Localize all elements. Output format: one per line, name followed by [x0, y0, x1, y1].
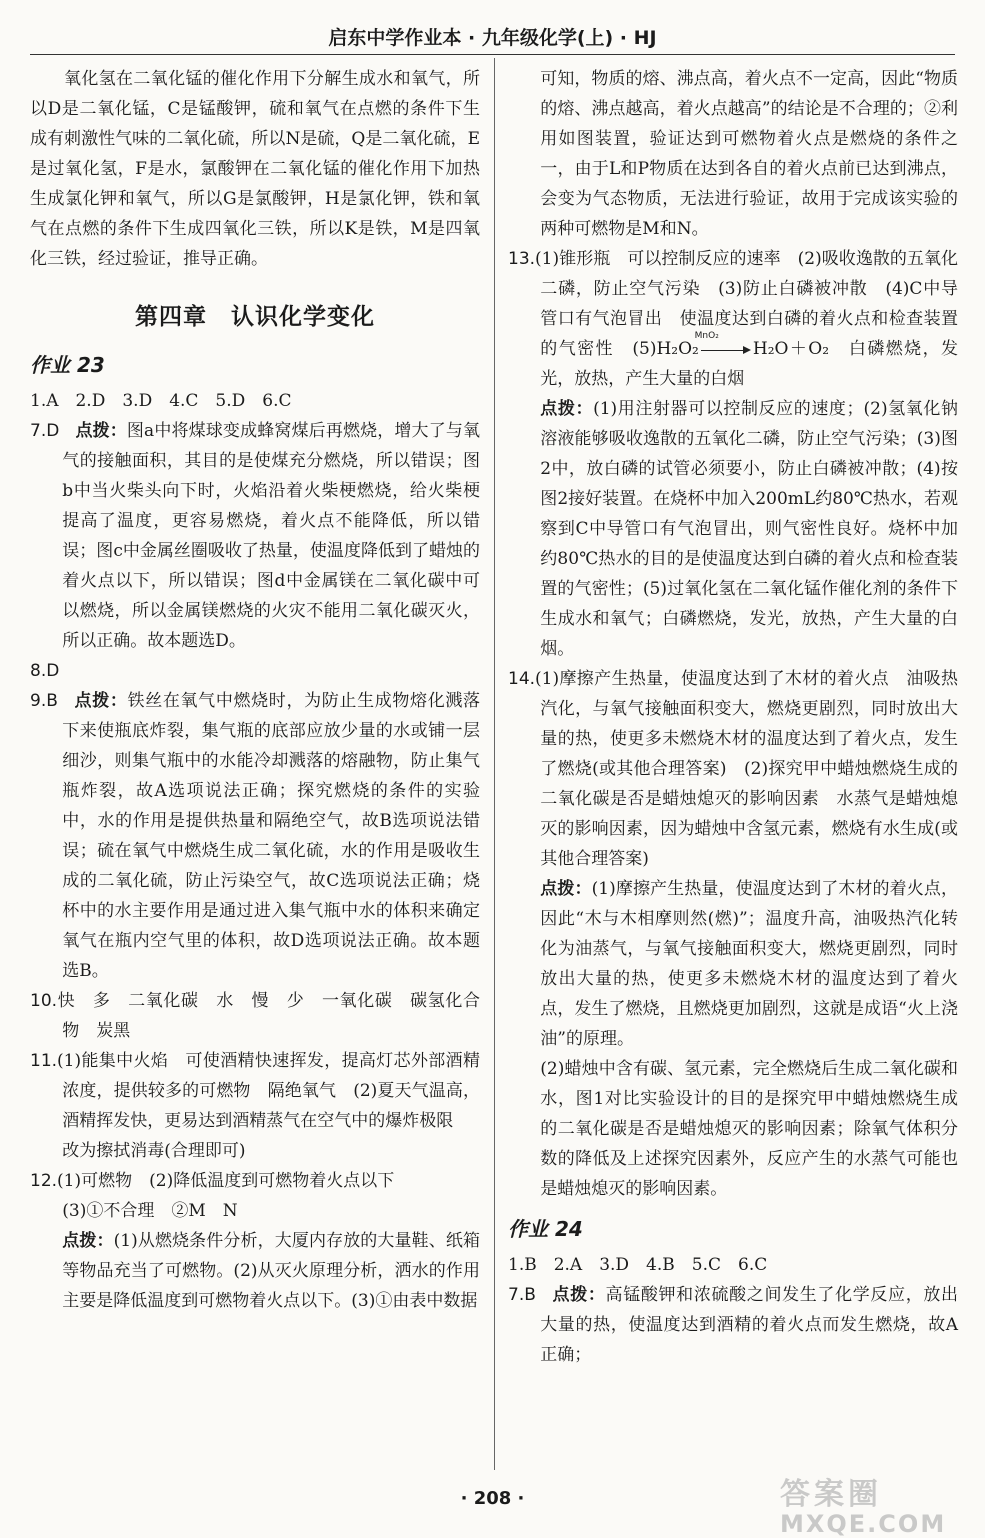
left-intro-paragraph: 氧化氢在二氧化锰的催化作用下分解生成水和氧气，所以D是二氧化锰，C是锰酸钾，硫和氧气在点燃的条件下生成有刺激性气味的二氧化硫，所以N是硫，Q是二氧化硫，E是过氧化氢，F是水，氯酸钾在二氧化锰的催化作用下加热生成氯化钾和氧气，所以G是氯酸钾，H是氯化钾，铁和氧气在点燃的条件下生成四氧化三铁，所以K是铁，M是四氧化三铁，经过验证，推导正确。	[30, 69, 480, 269]
hw23-q14	[508, 664, 958, 874]
hw24-q7-answer: 7.B	[508, 1285, 536, 1305]
q13-catalyst: MnO₂	[694, 330, 719, 341]
right-intro-paragraph: 可知，物质的熔、沸点高，着火点不一定高，因此“物质的熔、沸点越高，着火点越高”的结论是不合理的；②利用如图装置，验证达到可燃物着火点是燃烧的条件之一，由于L和P物质在达到各自的着火点前已达到沸点，会变为气态物质，无法进行验证，故用于完成该实验的两种可燃物是M和N。	[540, 69, 958, 239]
q14-note-1	[508, 874, 958, 1054]
hw24-answers-1-6: 1.B 2.A 3.D 4.B 5.C 6.C	[508, 1255, 768, 1275]
header-title: 启东中学作业本 · 九年级化学(上) · HJ	[328, 27, 657, 49]
q12-note	[30, 1226, 480, 1316]
q12-note-label: 点拨：	[62, 1231, 114, 1251]
q13-answer-b: 白磷燃烧，发光，放热，产生大量的白烟	[540, 339, 958, 389]
hw23-q9	[30, 686, 480, 986]
q13-note-label: 点拨：	[540, 399, 594, 419]
hw23-q13	[508, 244, 958, 394]
watermark-logo-text: 答案圈	[780, 1477, 882, 1512]
q13-note-text: (1)用注射器可以控制反应的速度；(2)氢氧化钠溶液能够吸收逸散的五氧化二磷，防止空气污染；(3)图2中，放白磷的试管必须要小，防止白磷被冲散；(4)按图2接好装置。在烧杯中加入200mL约80℃热水，若观察到C中导管口有气泡冒出，则气密性良好。烧杯中加约80℃热水的目的是使温度达到白磷的着火点和检查装置的气密性；(5)过氧化氢在二氧化锰作催化剂的条件下生成水和氧气；白磷燃烧，发光，放热，产生大量的白烟。	[540, 399, 958, 659]
hw23-answers-1-6: 1.A 2.D 3.D 4.C 5.D 6.C	[30, 391, 292, 411]
q13-label: 13.	[508, 249, 536, 269]
q11-label: 11.	[30, 1051, 58, 1071]
page-number: · 208 ·	[460, 1488, 525, 1509]
hw23-q11	[30, 1046, 480, 1136]
hw23-q7	[30, 416, 480, 656]
q10-label: 10.	[30, 991, 58, 1011]
homework-23-heading: 作业 23	[30, 353, 105, 377]
q8-answer: 8.D	[30, 661, 60, 681]
q12-answer-line2: (3)①不合理 ②M N	[62, 1201, 238, 1221]
chapter-title: 第四章 认识化学变化	[135, 304, 375, 330]
page-header	[30, 18, 955, 55]
reaction-arrow-icon	[694, 330, 751, 355]
hw24-q7-note-text: 高锰酸钾和浓硫酸之间发生了化学反应，放出大量的热，使温度达到酒精的着火点而发生燃烧，故A正确；	[540, 1285, 959, 1365]
q12-note-text: (1)从燃烧条件分析，大厦内存放的大量鞋、纸箱等物品充当了可燃物。(2)从灭火原理分析，洒水的作用主要是降低温度到可燃物着火点以下。(3)①由表中数据	[62, 1231, 480, 1311]
q14-label: 14.	[508, 669, 536, 689]
left-column	[30, 64, 480, 1316]
hw24-q7	[508, 1280, 958, 1370]
q13-note	[508, 394, 958, 664]
q9-answer: 9.B	[30, 691, 58, 711]
q7-note-label: 点拨：	[75, 421, 127, 441]
homework-24-heading: 作业 24	[508, 1217, 583, 1241]
q11-continuation: 改为擦拭消毒(合理即可)	[62, 1141, 246, 1161]
hw23-q8	[30, 656, 480, 686]
hw23-q10	[30, 986, 480, 1046]
hw24-q7-note-label: 点拨：	[551, 1285, 606, 1305]
q9-note-text: 铁丝在氧气中燃烧时，为防止生成物熔化溅落下来使瓶底炸裂，集气瓶的底部应放少量的水或铺一层细沙，则集气瓶中的水能冷却溅落的熔融物，防止集气瓶炸裂，故A选项说法正确；探究燃烧的条件的实验中，水的作用是提供热量和隔绝空气，故B选项说法错误；硫在氧气中燃烧生成二氧化硫，水的作用是吸收生成的二氧化硫，防止污染空气，故C选项说法正确；烧杯中的水主要作用是通过进入集气瓶中水的体积来确定氧气在瓶内空气里的体积，故D选项说法正确。故本题选B。	[62, 691, 481, 981]
q11-answer: (1)能集中火焰 可使酒精快速挥发，提高灯芯外部酒精浓度，提供较多的可燃物 隔绝氧气 (2)夏天气温高，酒精挥发快，更易达到酒精蒸气在空气中的爆炸极限	[57, 1051, 480, 1131]
watermark-logo	[780, 1478, 946, 1536]
q14-note-label: 点拨：	[540, 879, 592, 899]
q12-answer: (1)可燃物 (2)降低温度到可燃物着火点以下	[57, 1171, 395, 1191]
right-column	[508, 64, 958, 1370]
q10-answer: 快 多 二氧化碳 水 慢 少 一氧化碳 碳氢化合物 炭黑	[57, 991, 480, 1041]
q13-answer-a: (1)锥形瓶 可以控制反应的速率 (2)吸收逸散的五氧化二磷，防止空气污染 (3)防止白磷被冲散 (4)C中导管口有气泡冒出 使温度达到白磷的着火点和检查装置的气密性 (5)	[535, 249, 958, 359]
q14-note-2: (2)蜡烛中含有碳、氢元素，完全燃烧后生成二氧化碳和水，图1对比实验设计的目的是探究甲中蜡烛燃烧生成的二氧化碳是否是蜡烛熄灭的影响因素；除氧气体积分数的降低及上述探究因素外，反应产生的水蒸气可能也是蜡烛熄灭的影响因素。	[540, 1059, 958, 1199]
q14-answer: (1)摩擦产生热量，使温度达到了木材的着火点 油吸热汽化，与氧气接触面积变大，燃烧更剧烈，同时放出大量的热，使更多未燃烧木材的温度达到了着火点，发生了燃烧(或其他合理答案) (2)探究甲中蜡烛燃烧生成的二氧化碳是否是蜡烛熄灭的影响因素 水蒸气是蜡烛熄灭的影响因素，因为蜡烛中含氢元素，燃烧有水生成(或其他合理答案)	[535, 669, 958, 869]
q13-reactant: H₂O₂	[656, 339, 699, 359]
q14-note-text-1: (1)摩擦产生热量，使温度达到了木材的着火点，因此“木与木相摩则然(燃)”；温度升高，油吸热汽化转化为油蒸气，与氧气接触面积变大，燃烧更剧烈，同时放出大量的热，使更多未燃烧木材的温度达到了着火点，发生了燃烧，且燃烧更加剧烈，这就是成语“火上浇油”的原理。	[540, 879, 958, 1049]
q7-answer: 7.D	[30, 421, 60, 441]
q12-label: 12.	[30, 1171, 58, 1191]
watermark-domain: MXQE.COM	[780, 1510, 947, 1538]
q9-note-label: 点拨：	[73, 691, 128, 711]
column-divider	[494, 58, 495, 1470]
hw23-q12	[30, 1166, 480, 1196]
q7-note-text: 图a中将煤球变成蜂窝煤后再燃烧，增大了与氧气的接触面积，其目的是使煤充分燃烧，所以错误；图b中当火柴头向下时，火焰沿着火柴梗燃烧，给火柴梗提高了温度，更容易燃烧，着火点不能降低，所以错误；图c中金属丝圈吸收了热量，使温度降低到了蜡烛的着火点以下，所以错误；图d中金属镁在二氧化碳中可以燃烧，所以金属镁燃烧的火灾不能用二氧化碳灭火，所以正确。故本题选D。	[62, 421, 480, 651]
q13-products: H₂O＋O₂	[752, 339, 830, 359]
